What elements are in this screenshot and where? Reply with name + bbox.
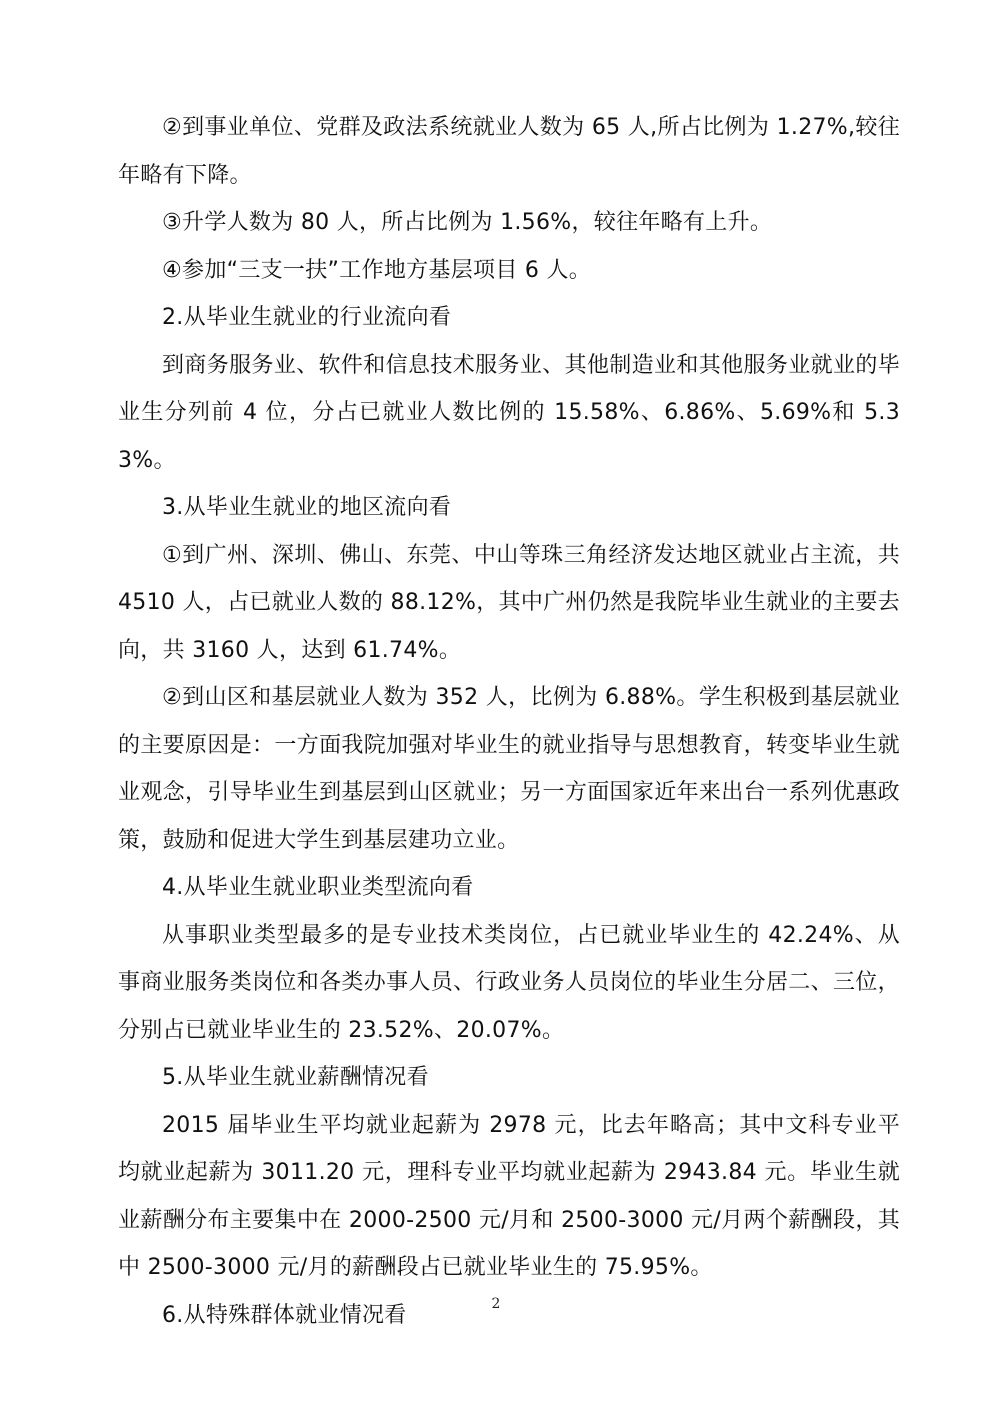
paragraph-industry-flow: 到商务服务业、软件和信息技术服务业、其他制造业和其他服务业就业的毕业生分列前 4 位，分占已就业人数比例的 15.58%、6.86%、5.69%和 5.33%。 xyxy=(118,352,900,473)
heading-region-flow: 3.从毕业生就业的地区流向看 xyxy=(162,495,452,520)
heading-industry-flow: 2.从毕业生就业的行业流向看 xyxy=(162,305,452,330)
paragraph-occupation-flow: 从事职业类型最多的是专业技术类岗位，占已就业毕业生的 42.24%、从事商业服务类岗位和各类办事人员、行政业务人员岗位的毕业生分居二、三位，分别占已就业毕业生的 23.52%、20.07%。 xyxy=(118,922,900,1043)
heading-occupation-flow: 4.从毕业生就业职业类型流向看 xyxy=(162,875,474,900)
paragraph-institution-employment: ②到事业单位、党群及政法系统就业人数为 65 人,所占比例为 1.27%,较往年略有下降。 xyxy=(118,115,900,188)
paragraph-salary: 2015 届毕业生平均就业起薪为 2978 元，比去年略高；其中文科专业平均就业起薪为 3011.20 元，理科专业平均就业起薪为 2943.84 元。毕业生就业薪酬分布主要集中在 2000-2500 元/月和 2500-3000 元/月两个薪酬段，其中 2500-3000 元/月的薪酬段占已就业毕业生的 75.95%。 xyxy=(118,1112,900,1280)
heading-salary: 5.从毕业生就业薪酬情况看 xyxy=(162,1065,429,1090)
paragraph-grassroots-project: ④参加“三支一扶”工作地方基层项目 6 人。 xyxy=(162,257,592,283)
page-number: 2 xyxy=(491,1296,501,1312)
paragraph-further-study: ③升学人数为 80 人，所占比例为 1.56%，较往年略有上升。 xyxy=(162,210,773,235)
document-body xyxy=(118,104,900,1339)
paragraph-mountain-grassroots: ②到山区和基层就业人数为 352 人，比例为 6.88%。学生积极到基层就业的主要原因是：一方面我院加强对毕业生的就业指导与思想教育，转变毕业生就业观念，引导毕业生到基层到山区就业；另一方面国家近年来出台一系列优惠政策，鼓励和促进大学生到基层建功立业。 xyxy=(118,685,900,853)
heading-special-groups: 6.从特殊群体就业情况看 xyxy=(162,1302,407,1328)
paragraph-pearl-river-delta: ①到广州、深圳、佛山、东莞、中山等珠三角经济发达地区就业占主流，共 4510 人，占已就业人数的 88.12%，其中广州仍然是我院毕业生就业的主要去向，共 3160 人，达到 61.74%。 xyxy=(118,542,900,663)
